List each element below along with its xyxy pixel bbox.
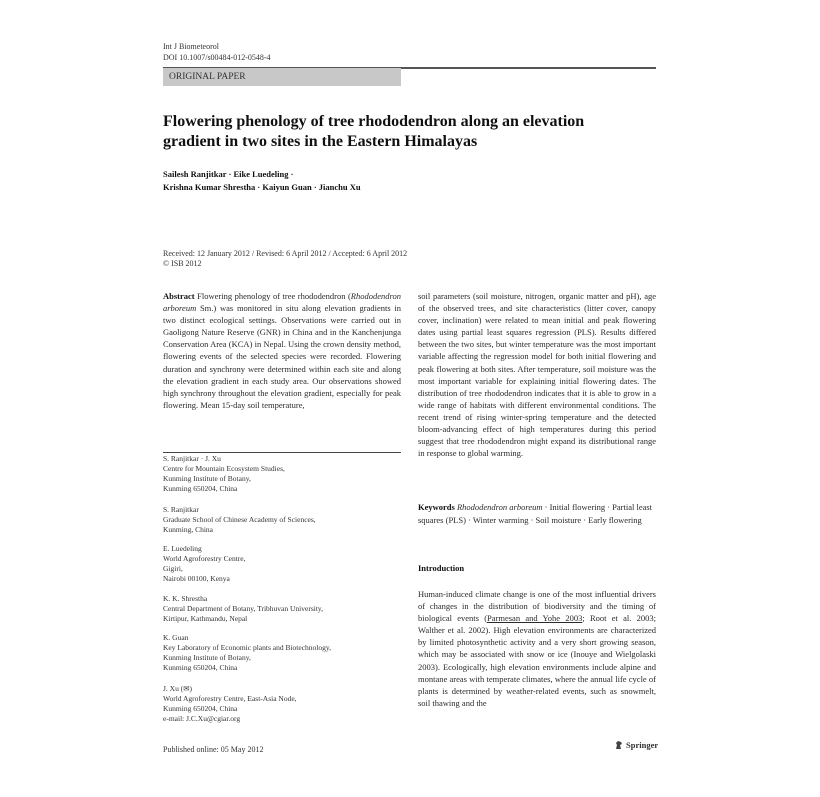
affiliation-block <box>163 594 403 624</box>
springer-horse-icon <box>614 740 624 750</box>
intro-text-4: ). High elevation environments are characterized by limited photosynthetic activity and a very short growing season, which may be associated with snow or ice (Inouye and Wielgolaski <box>418 625 657 660</box>
affiliation-line: Kunming, China <box>163 525 213 534</box>
affiliation-line: Nairobi 00100, Kenya <box>163 574 230 583</box>
received-dates: Received: 12 January 2012 / Revised: 6 April 2012 / Accepted: 6 April 2012 <box>163 249 408 258</box>
title-line-2: gradient in two sites in the Eastern Himalayas <box>163 133 478 150</box>
affiliation-line: Key Laboratory of Economic plants and Biotechnology, <box>163 643 332 652</box>
introduction-heading: Introduction <box>418 563 465 573</box>
affiliation-names: K. K. Shrestha <box>163 594 208 603</box>
authors-line-1: Sailesh Ranjitkar · Eike Luedeling · <box>163 169 294 179</box>
affiliation-line: e-mail: J.C.Xu@cgiar.org <box>163 714 241 723</box>
keywords <box>418 501 658 526</box>
citation-link[interactable]: Parmesan and Yohe 2003 <box>487 613 583 624</box>
copyright: © ISB 2012 <box>163 259 202 268</box>
affiliation-line: Kunming 650204, China <box>163 484 238 493</box>
citation-link[interactable]: 2003 <box>418 661 435 672</box>
publisher-name: Springer <box>626 740 659 750</box>
article-title <box>163 112 643 152</box>
keywords-heading: Keywords <box>418 502 455 512</box>
affiliation-line: Kunming Institute of Botany, <box>163 653 251 662</box>
authors-line-2: Krishna Kumar Shrestha · Kaiyun Guan · Jianchu Xu <box>163 182 361 192</box>
affiliation-line: Kunming 650204, China <box>163 663 238 672</box>
affiliation-names: J. Xu (✉) <box>163 684 192 693</box>
author-list <box>163 168 563 194</box>
affiliation-block <box>163 454 403 494</box>
published-online: Published online: 05 May 2012 <box>163 745 264 754</box>
affiliation-names: E. Luedeling <box>163 544 202 553</box>
affiliation-names: K. Guan <box>163 633 189 642</box>
citation-link[interactable]: Root et al. 2003 <box>589 613 654 624</box>
affiliation-line: Kunming Institute of Botany, <box>163 474 251 483</box>
doi: DOI 10.1007/s00484-012-0548-4 <box>163 53 271 62</box>
abstract-text-1: Flowering phenology of tree rhododendron ( <box>194 291 351 301</box>
affiliation-line: Kunming 650204, China <box>163 704 238 713</box>
intro-text-5: ). Ecologically, high elevation environments include alpine and montane areas with temperate climates, where the annual life cycle of plants is determined by weather-related events, such as snowmelt, soil thawing and the <box>418 661 656 708</box>
abstract <box>163 290 401 411</box>
keywords-rest: · Initial flowering · Partial least squares (PLS) · Winter warming · Soil moisture · Early flowering <box>418 502 653 525</box>
affiliation-names: S. Ranjitkar · J. Xu <box>163 454 221 463</box>
title-line-1: Flowering phenology of tree rhododendron along an elevation <box>163 113 585 130</box>
affiliation-line: World Agroforestry Centre, East-Asia Node, <box>163 694 297 703</box>
journal-name: Int J Biometeorol <box>163 42 219 51</box>
affiliation-block <box>163 633 403 673</box>
intro-text-2: ; <box>582 613 590 624</box>
article-type-banner: ORIGINAL PAPER <box>163 68 401 86</box>
affiliation-names: S. Ranjitkar <box>163 505 199 514</box>
citation-link[interactable]: Walther et al. 2002 <box>418 625 486 636</box>
intro-text-1: Human-induced climate change is one of the most influential drivers of changes in the distribution of biodiversity and the timing of biological events ( <box>418 589 656 624</box>
abstract-text-2: Sm.) was monitored in situ along elevation gradients in two distinct ecological settings. Observations were carried out in Gaoligong Nature Reserve (GNR) in China and in the Kanchenjunga Conservation Area (KCA) in Nepal. Using the crown density method, flowering events of the selected species were recorded. Flowering duration and synchrony were determined within each site and along the elevation gradient in each study area. Our observations showed high synchrony throughout the elevation gradient, especially for peak flowering. Mean 15-day soil temperature, <box>163 303 401 410</box>
affiliation-rule <box>163 452 401 453</box>
affiliation-block <box>163 544 403 584</box>
introduction-text <box>418 588 656 709</box>
abstract-continued <box>418 290 656 459</box>
affiliation-line: Centre for Mountain Ecosystem Studies, <box>163 464 285 473</box>
article-dates <box>163 249 407 269</box>
keyword-species: Rhododendron arboreum <box>456 502 543 512</box>
intro-text-3: ; <box>653 613 656 624</box>
journal-header <box>163 41 271 63</box>
affiliation-line: Central Department of Botany, Tribhuvan University, <box>163 604 324 613</box>
abstract-heading: Abstract <box>163 291 195 301</box>
affiliation-line: Gigiri, <box>163 564 183 573</box>
publisher-logo <box>614 740 658 750</box>
abstract-continued-text: soil parameters (soil moisture, nitrogen, organic matter and pH), age of the observed trees, and site characteristics (litter cover, canopy cover, inclination) were related to mean initial and peak flowering dates using partial least squares regression (PLS). Results differed between the two sites, but winter temperature was the most important variable affecting the regression model for both initial flowering and peak flowering at both sites. After temperature, soil moisture was the most important variable for explaining initial flowering dates. The distribution of tree rhododendron indicates that it is able to grow in a wide range of habitats with different environmental conditions. The recent trend of rising winter-spring temperature and the detected bloom-advancing effect of high temperatures during this period suggest that tree rhododendron might expand its distributional range in response to global warming. <box>418 291 656 459</box>
affiliation-line: Graduate School of Chinese Academy of Sciences, <box>163 515 316 524</box>
affiliation-block <box>163 684 403 724</box>
affiliation-line: World Agroforestry Centre, <box>163 554 246 563</box>
abstract-species: Rhododendron arboreum <box>163 291 401 314</box>
affiliation-block <box>163 505 403 535</box>
affiliation-line: Kirtipur, Kathmandu, Nepal <box>163 614 248 623</box>
